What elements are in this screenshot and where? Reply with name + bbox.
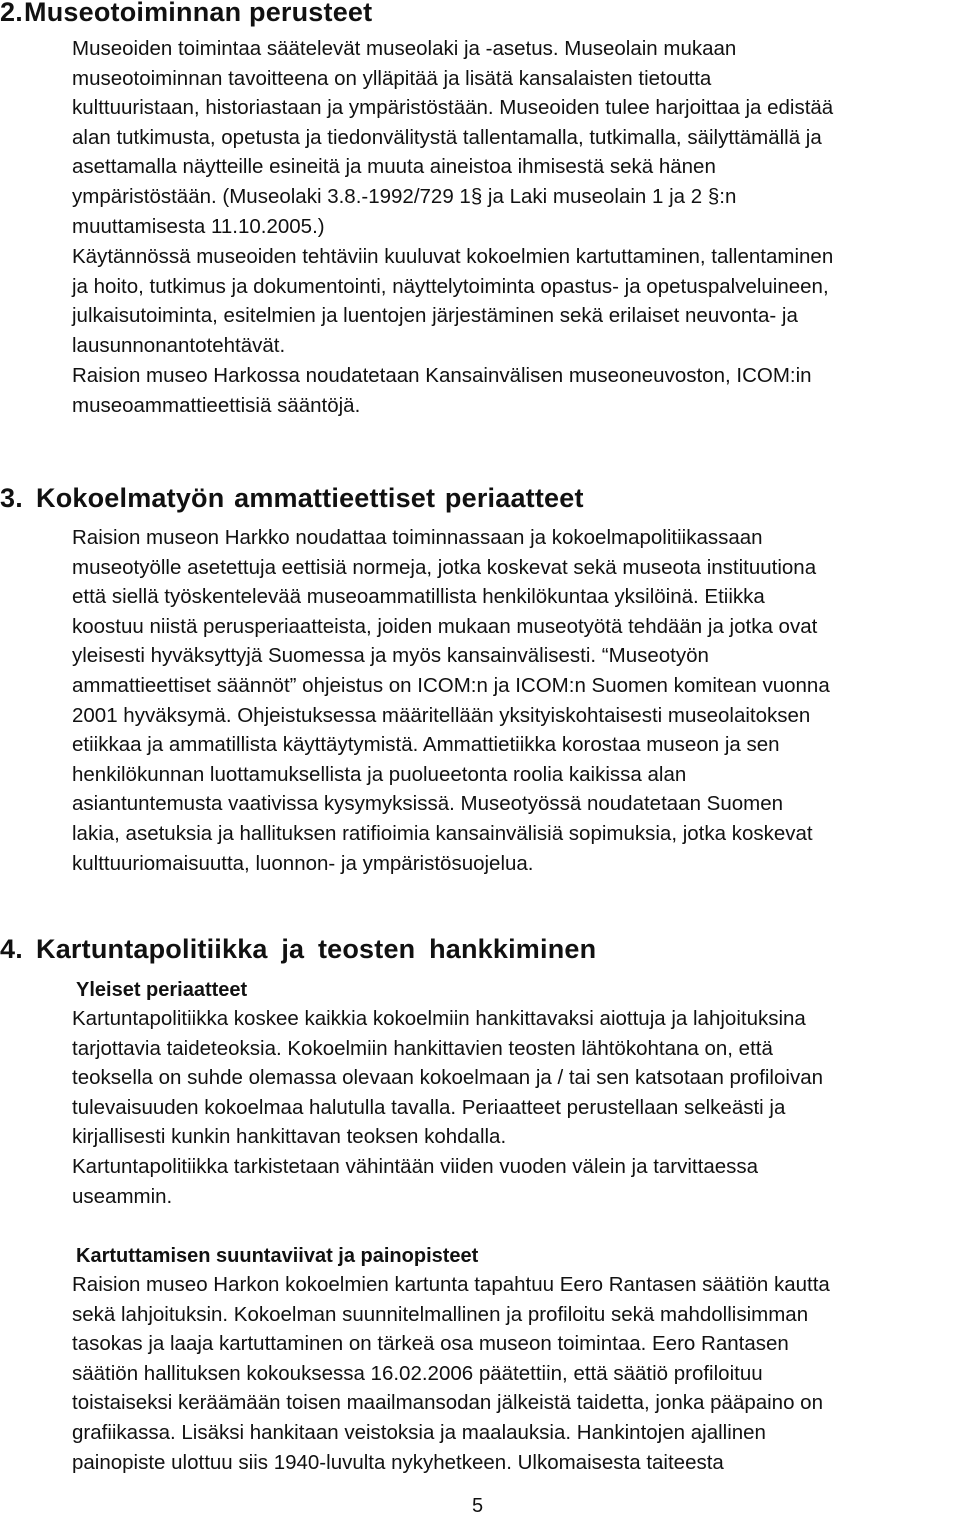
text-line: lakia, asetuksia ja hallituksen ratifioimia kansainvälisiä sopimuksia, jotka koskevat [72, 821, 813, 845]
text-line: muuttamisesta 11.10.2005.) [72, 214, 325, 238]
text-line: toistaiseksi keräämään toisen maailmansodan jälkeistä taidetta, jonka pääpaino on [72, 1391, 823, 1415]
text-line: kulttuuristaan, historiastaan ja ympäristöstään. Museoiden tulee harjoittaa ja edistää [72, 96, 834, 120]
text-line: Kartuntapolitiikka koskee kaikkia kokoelmiin hankittavaksi aiottuja ja lahjoituksina [72, 1007, 806, 1030]
subsection-1-paragraph-1 [72, 1004, 823, 1152]
text-line: asettamalla näytteille esineitä ja muuta aineistoa ihmisestä sekä hänen [72, 155, 716, 179]
section-2-paragraph-1 [72, 34, 833, 241]
text-line: useammin. [72, 1184, 173, 1208]
text-line: teoksella on suhde olemassa olevaan kokoelmaan ja / tai sen katsotaan profiloivan [72, 1066, 823, 1090]
section-2-number: 2. [0, 0, 23, 27]
text-line: säätiön hallituksen kokouksessa 16.02.2006 päätettiin, että säätiö profiloituu [72, 1361, 763, 1385]
section-2-paragraph-3 [72, 361, 812, 420]
subsection-1-paragraph-2 [72, 1152, 758, 1211]
text-line: museoammattieettisiä sääntöjä. [72, 393, 361, 417]
text-line: julkaisutoiminta, esitelmien ja luentojen järjestäminen sekä erilaiset neuvonta- ja [72, 304, 798, 328]
text-line: yleisesti hyväksyttyjä Suomessa ja myös kansainvälisesti. “Museotyön [72, 644, 709, 668]
text-line: Kartuntapolitiikka tarkistetaan vähintään viiden vuoden välein ja tarvittaessa [72, 1155, 759, 1178]
page-number: 5 [472, 1495, 484, 1517]
section-2-title: Museotoiminnan perusteet [24, 0, 373, 27]
text-line: kirjallisesti kunkin hankittavan teoksen kohdalla. [72, 1125, 507, 1149]
text-line: 2001 hyväksymä. Ohjeistuksessa määritellään yksityiskohtaisesti museolaitoksen [72, 703, 811, 727]
section-4-title: Kartuntapolitiikka ja teosten hankkiminen [36, 934, 597, 964]
text-line: että siellä työskentelevää museoammatillista henkilökuntaa yksilöinä. Etiikka [72, 585, 765, 609]
text-line: tulevaisuuden kokoelmaa halutulla tavalla. Periaatteet perustellaan selkeästi ja [72, 1095, 786, 1119]
section-3-paragraph-1 [72, 523, 830, 878]
text-line: ja hoito, tutkimus ja dokumentointi, näyttelytoiminta opastus- ja opetuspalveluineen, [72, 274, 829, 298]
text-line: Käytännössä museoiden tehtäviin kuuluvat kokoelmien kartuttaminen, tallentaminen [72, 245, 834, 268]
text-line: museotyölle asetettuja eettisiä normeja, jotka koskevat sekä museota instituutiona [72, 555, 817, 579]
subsection-2-paragraph-1 [72, 1270, 830, 1477]
text-line: ympäristöstään. (Museolaki 3.8.-1992/729 1§ ja Laki museolain 1 ja 2 §:n [72, 184, 737, 208]
section-3-title: Kokoelmatyön ammattieettiset periaatteet [36, 483, 584, 513]
text-line: Raision museo Harkossa noudatetaan Kansainvälisen museoneuvoston, ICOM:in [72, 364, 812, 387]
text-line: grafiikassa. Lisäksi hankitaan veistoksia ja maalauksia. Hankintojen ajallinen [72, 1420, 766, 1444]
text-line: alan tutkimusta, opetusta ja tiedonvälitystä tallentamalla, tutkimalla, säilyttämällä ja [72, 125, 822, 149]
text-line: etiikkaa ja ammatillista käyttäytymistä. Ammattietiikka korostaa museon ja sen [72, 733, 780, 757]
section-3-heading [0, 482, 584, 514]
text-line: painopiste ulottuu siis 1940-luvulta nykyhetkeen. Ulkomaisesta taiteesta [72, 1450, 724, 1474]
text-line: Raision museo Harkon kokoelmien kartunta tapahtuu Eero Rantasen säätiön kautta [72, 1273, 830, 1296]
text-line: Museoiden toimintaa säätelevät museolaki ja -asetus. Museolain mukaan [72, 37, 737, 60]
text-line: koostuu niistä perusperiaatteista, joiden mukaan museotyötä tehdään ja jotka ovat [72, 614, 818, 638]
text-line: henkilökunnan luottamuksellista ja puolueetonta roolia kaikissa alan [72, 762, 687, 786]
section-2-paragraph-2 [72, 242, 833, 360]
text-line: asiantuntemusta vaativissa kysymyksissä. Museotyössä noudatetaan Suomen [72, 792, 784, 816]
text-line: museotoiminnan tavoitteena on ylläpitää ja lisätä kansalaisten tietoutta [72, 66, 712, 90]
text-line: tasokas ja laaja kartuttaminen on tärkeä osa museon toimintaa. Eero Rantasen [72, 1332, 789, 1356]
section-3-number: 3. [0, 483, 23, 513]
section-4-heading [0, 933, 596, 965]
section-2-heading [0, 0, 372, 28]
text-line: sekä lahjoituksin. Kokoelman suunnitelmallinen ja profiloitu sekä mahdollisimman [72, 1302, 809, 1326]
text-line: Raision museon Harkko noudattaa toiminnassaan ja kokoelmapolitiikassaan [72, 526, 763, 549]
text-line: lausunnonantotehtävät. [72, 333, 286, 357]
section-4-number: 4. [0, 934, 23, 964]
text-line: tarjottavia taideteoksia. Kokoelmiin hankittavien teosten lähtökohtana on, että [72, 1036, 773, 1060]
text-line: kulttuuriomaisuutta, luonnon- ja ympäristösuojelua. [72, 851, 534, 875]
subsection-guidelines-heading: Kartuttamisen suuntaviivat ja painopisteet [76, 1245, 479, 1267]
subsection-general-principles-heading: Yleiset periaatteet [76, 979, 248, 1001]
text-line: ammattieettiset säännöt” ohjeistus on ICOM:n ja ICOM:n Suomen komitean vuonna [72, 673, 830, 697]
